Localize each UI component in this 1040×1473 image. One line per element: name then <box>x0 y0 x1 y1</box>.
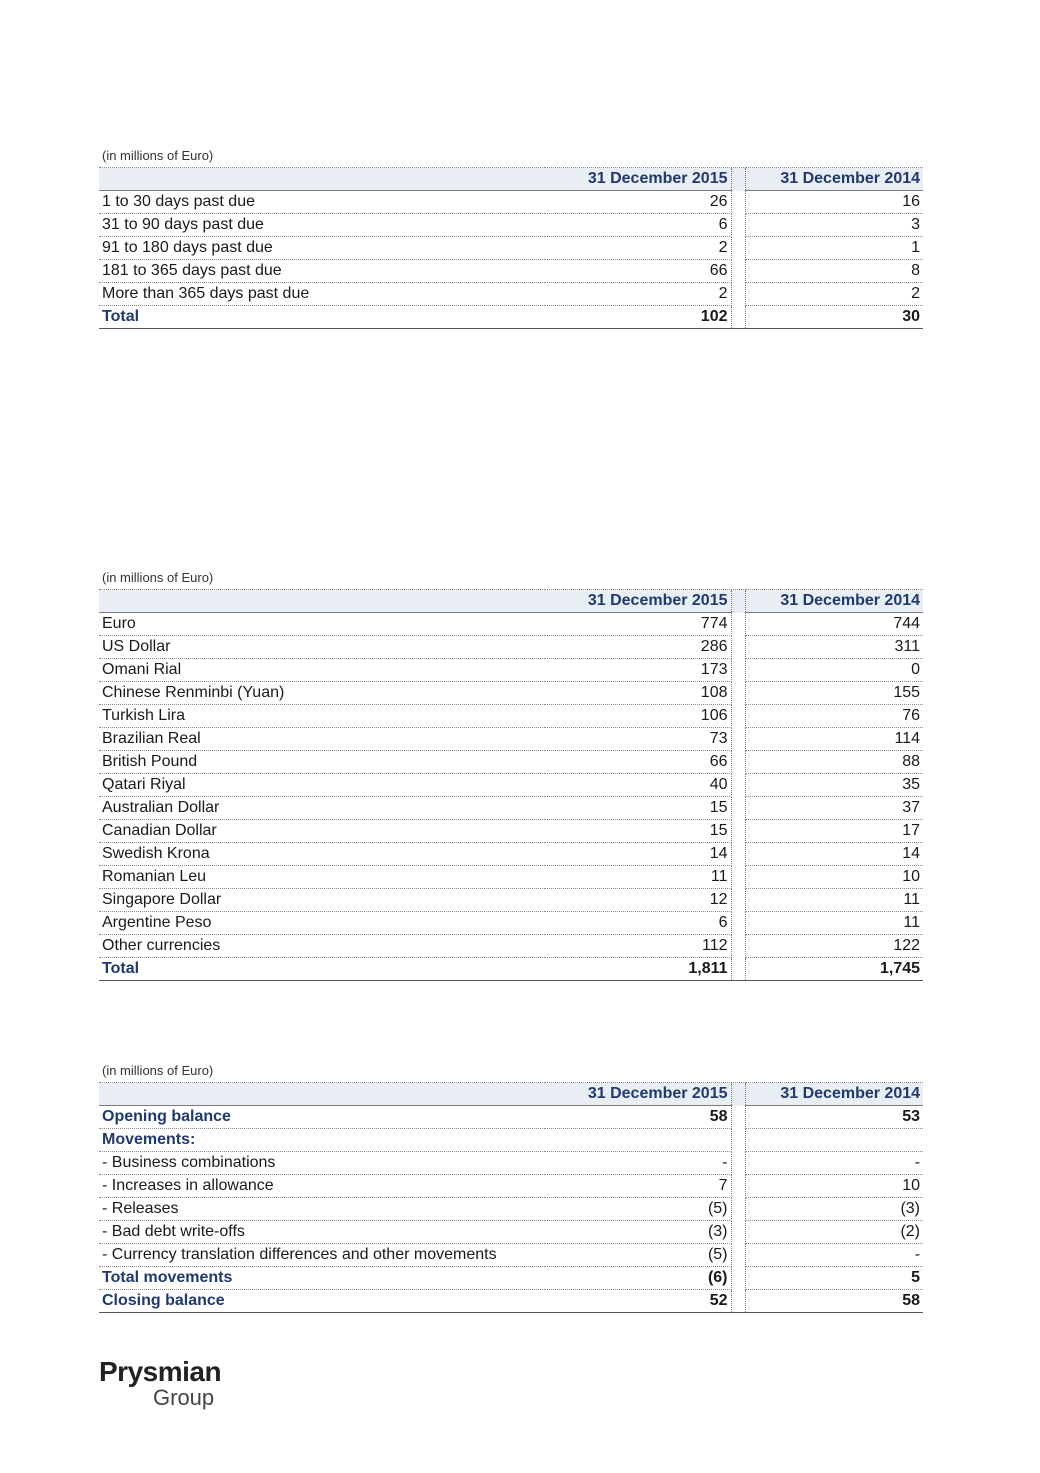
value-2015: 15 <box>545 820 731 843</box>
row-label: Qatari Riyal <box>99 774 545 797</box>
total-2014: 1,745 <box>745 958 923 981</box>
total-2015: 102 <box>545 306 731 329</box>
row-label: 91 to 180 days past due <box>99 237 545 260</box>
table-row <box>99 889 923 912</box>
value-2014: 8 <box>745 260 923 283</box>
value-2014: - <box>745 1244 923 1267</box>
header-row <box>99 168 923 191</box>
value-2014: 11 <box>745 912 923 935</box>
value-2015: (5) <box>545 1244 731 1267</box>
opening-2015: 58 <box>545 1106 731 1129</box>
value-2014: 35 <box>745 774 923 797</box>
value-2015: 286 <box>545 636 731 659</box>
value-2015: 106 <box>545 705 731 728</box>
value-2015: 173 <box>545 659 731 682</box>
value-2015: 12 <box>545 889 731 912</box>
value-2014: 76 <box>745 705 923 728</box>
table-row <box>99 774 923 797</box>
value-2015: 66 <box>545 260 731 283</box>
row-label: Singapore Dollar <box>99 889 545 912</box>
row-label: US Dollar <box>99 636 545 659</box>
value-2014: 3 <box>745 214 923 237</box>
value-2014: 311 <box>745 636 923 659</box>
row-label: Other currencies <box>99 935 545 958</box>
total-2015: 1,811 <box>545 958 731 981</box>
value-2014: 10 <box>745 866 923 889</box>
row-label: More than 365 days past due <box>99 283 545 306</box>
column-header-2014: 31 December 2014 <box>745 168 923 191</box>
value-2014: 155 <box>745 682 923 705</box>
row-label: Chinese Renminbi (Yuan) <box>99 682 545 705</box>
value-2015: 15 <box>545 797 731 820</box>
total-movements-row <box>99 1267 923 1290</box>
opening-balance-row <box>99 1106 923 1129</box>
table-row <box>99 237 923 260</box>
row-label: Argentine Peso <box>99 912 545 935</box>
row-label: 1 to 30 days past due <box>99 191 545 214</box>
header-row <box>99 590 923 613</box>
value-2015: 2 <box>545 237 731 260</box>
value-2015: 774 <box>545 613 731 636</box>
value-2015: 14 <box>545 843 731 866</box>
table-row <box>99 912 923 935</box>
table-row <box>99 191 923 214</box>
allowance-table <box>99 1058 923 1313</box>
column-header-2015: 31 December 2015 <box>545 1083 731 1106</box>
value-2015: 66 <box>545 751 731 774</box>
row-label: - Business combinations <box>99 1152 545 1175</box>
table-row <box>99 797 923 820</box>
table-row <box>99 659 923 682</box>
value-2014: 114 <box>745 728 923 751</box>
value-2014: - <box>745 1152 923 1175</box>
table-row <box>99 1221 923 1244</box>
closing-balance-row <box>99 1290 923 1313</box>
value-2015: 108 <box>545 682 731 705</box>
row-label: Canadian Dollar <box>99 820 545 843</box>
row-label: Omani Rial <box>99 659 545 682</box>
value-2015: 6 <box>545 214 731 237</box>
closing-balance-label: Closing balance <box>99 1290 545 1313</box>
value-2014: (2) <box>745 1221 923 1244</box>
table-row <box>99 751 923 774</box>
column-header-2015: 31 December 2015 <box>545 168 731 191</box>
table-row <box>99 866 923 889</box>
value-2014: 10 <box>745 1175 923 1198</box>
value-2014: 744 <box>745 613 923 636</box>
value-2015: 7 <box>545 1175 731 1198</box>
row-label: Romanian Leu <box>99 866 545 889</box>
row-label: British Pound <box>99 751 545 774</box>
value-2014: 88 <box>745 751 923 774</box>
company-logo <box>99 1357 221 1409</box>
value-2015: 73 <box>545 728 731 751</box>
row-label: - Releases <box>99 1198 545 1221</box>
table-row <box>99 728 923 751</box>
value-2014: 37 <box>745 797 923 820</box>
row-label: - Increases in allowance <box>99 1175 545 1198</box>
value-2014: 1 <box>745 237 923 260</box>
past-due-table <box>99 143 923 329</box>
value-2014: 0 <box>745 659 923 682</box>
logo-brand: Prysmian <box>99 1356 222 1387</box>
total-movements-2015: (6) <box>545 1267 731 1290</box>
row-label: Australian Dollar <box>99 797 545 820</box>
table-row <box>99 613 923 636</box>
table-row <box>99 820 923 843</box>
row-label: 181 to 365 days past due <box>99 260 545 283</box>
row-label: - Bad debt write-offs <box>99 1221 545 1244</box>
total-label: Total <box>99 306 545 329</box>
row-label: Euro <box>99 613 545 636</box>
value-2014: 14 <box>745 843 923 866</box>
header-row <box>99 1083 923 1106</box>
value-2015: 2 <box>545 283 731 306</box>
value-2014: (3) <box>745 1198 923 1221</box>
table-row <box>99 1244 923 1267</box>
table-row <box>99 1152 923 1175</box>
total-row <box>99 958 923 981</box>
value-2014: 2 <box>745 283 923 306</box>
table-row <box>99 843 923 866</box>
closing-2014: 58 <box>745 1290 923 1313</box>
value-2014: 122 <box>745 935 923 958</box>
table-row <box>99 705 923 728</box>
table-row <box>99 636 923 659</box>
table-row <box>99 935 923 958</box>
total-label: Total <box>99 958 545 981</box>
total-row <box>99 306 923 329</box>
table-row <box>99 682 923 705</box>
column-header-2015: 31 December 2015 <box>545 590 731 613</box>
value-2015: 40 <box>545 774 731 797</box>
value-2015: (3) <box>545 1221 731 1244</box>
value-2015: - <box>545 1152 731 1175</box>
total-movements-2014: 5 <box>745 1267 923 1290</box>
column-header-2014: 31 December 2014 <box>745 590 923 613</box>
table-row <box>99 1198 923 1221</box>
unit-note: (in millions of Euro) <box>99 565 923 590</box>
row-label: Swedish Krona <box>99 843 545 866</box>
logo-group: Group <box>153 1385 215 1410</box>
value-2014: 17 <box>745 820 923 843</box>
movements-label: Movements: <box>99 1129 545 1152</box>
table-row <box>99 260 923 283</box>
row-label: Turkish Lira <box>99 705 545 728</box>
value-2015: 112 <box>545 935 731 958</box>
column-header-2014: 31 December 2014 <box>745 1083 923 1106</box>
currency-table <box>99 565 923 981</box>
row-label: Brazilian Real <box>99 728 545 751</box>
unit-note-row <box>99 565 923 590</box>
value-2014: 11 <box>745 889 923 912</box>
table-row <box>99 1175 923 1198</box>
row-label: 31 to 90 days past due <box>99 214 545 237</box>
value-2015: (5) <box>545 1198 731 1221</box>
value-2015: 11 <box>545 866 731 889</box>
closing-2015: 52 <box>545 1290 731 1313</box>
unit-note: (in millions of Euro) <box>99 143 923 168</box>
unit-note-row <box>99 143 923 168</box>
table-row <box>99 283 923 306</box>
row-label: - Currency translation differences and other movements <box>99 1244 545 1267</box>
value-2015: 26 <box>545 191 731 214</box>
movements-header-row <box>99 1129 923 1152</box>
opening-balance-label: Opening balance <box>99 1106 545 1129</box>
opening-2014: 53 <box>745 1106 923 1129</box>
total-movements-label: Total movements <box>99 1267 545 1290</box>
value-2015: 6 <box>545 912 731 935</box>
unit-note: (in millions of Euro) <box>99 1058 923 1083</box>
table-row <box>99 214 923 237</box>
unit-note-row <box>99 1058 923 1083</box>
value-2014: 16 <box>745 191 923 214</box>
total-2014: 30 <box>745 306 923 329</box>
